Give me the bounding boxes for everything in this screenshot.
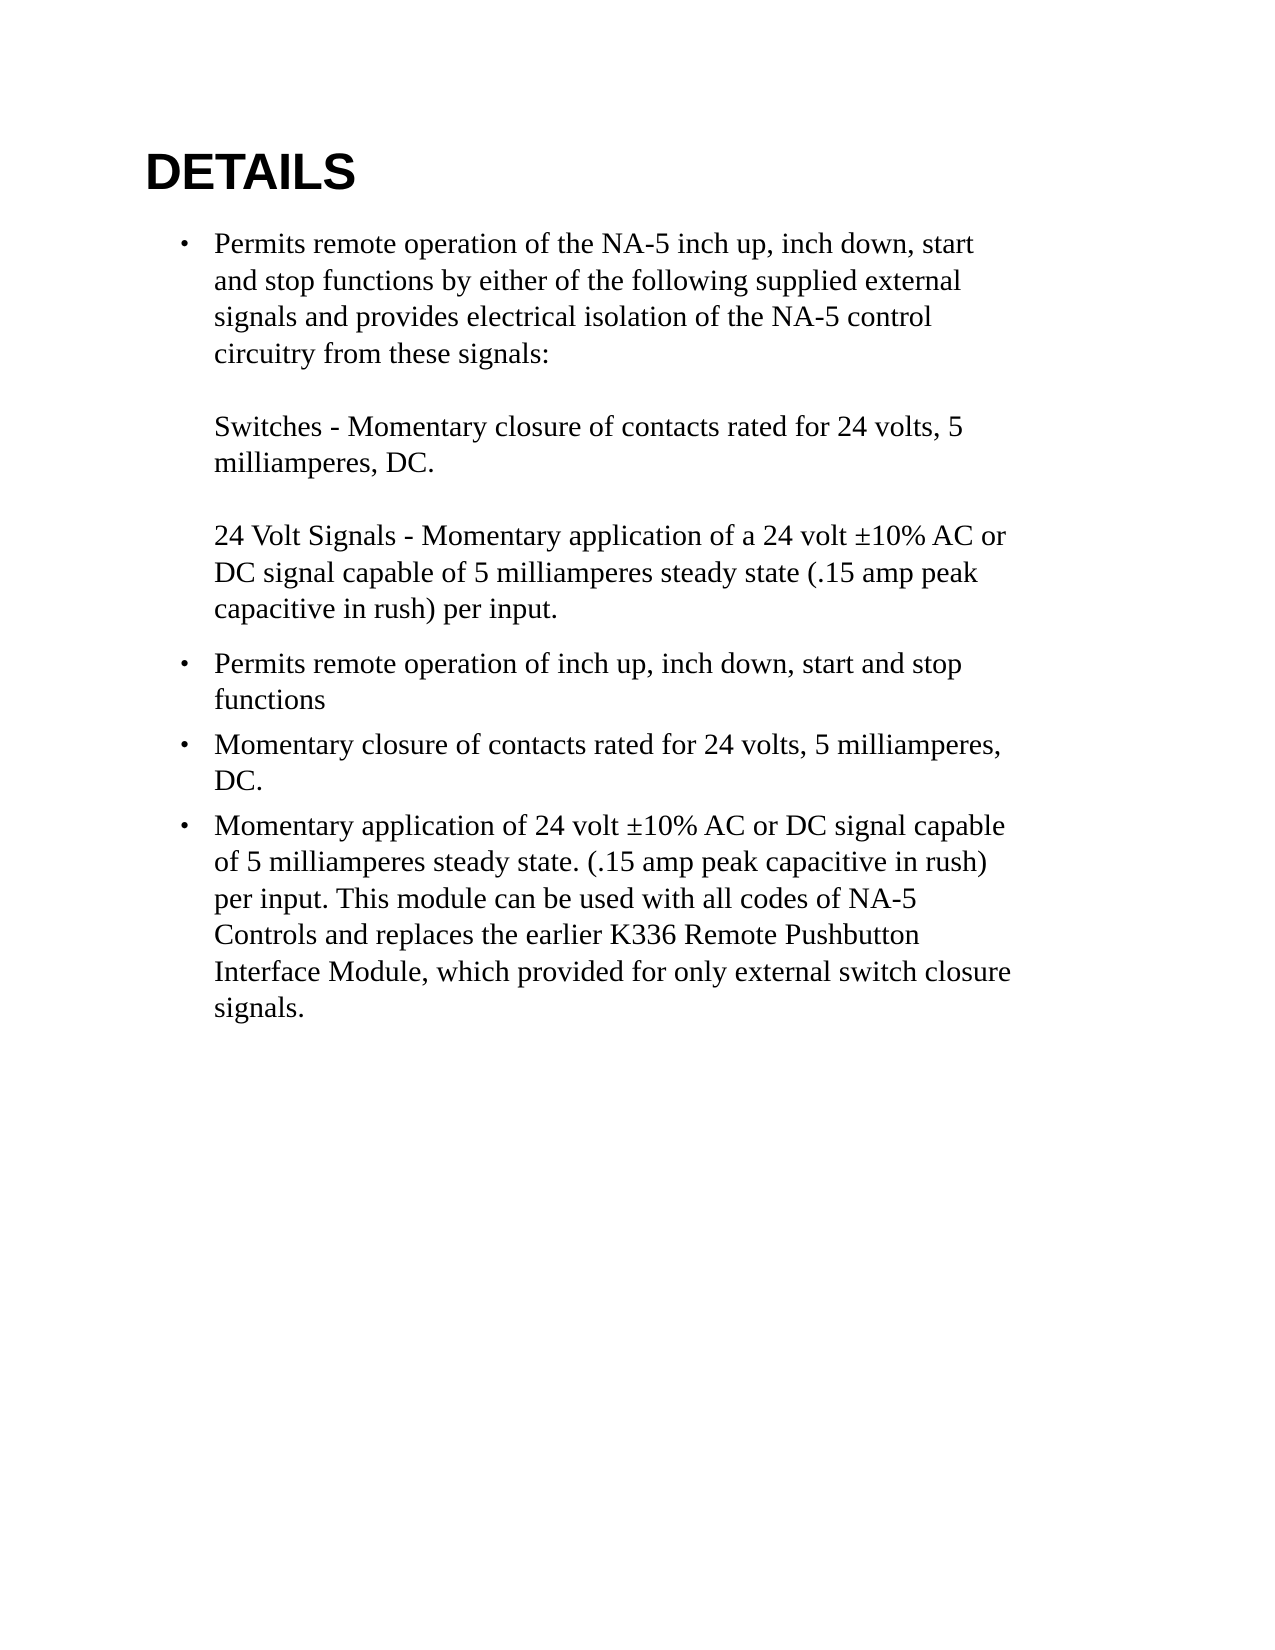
item-text-line: functions (214, 683, 326, 716)
bullet-icon: • (180, 810, 190, 840)
item-text-line: and stop functions by either of the following supplied external (214, 263, 962, 297)
list-item (0, 727, 1275, 800)
list-item (0, 226, 1275, 628)
item-text-line: Momentary closure of contacts rated for 24 volts, 5 milliamperes, (214, 727, 1002, 761)
item-text-line: Controls and replaces the earlier K336 Remote Pushbutton (214, 918, 920, 951)
item-text-line: circuitry from these signals: (214, 336, 550, 370)
item-text-line: DC signal capable of 5 milliamperes steady state (.15 amp peak (214, 555, 978, 589)
bullet-icon: • (180, 229, 190, 258)
switches-paragraph (214, 409, 1275, 482)
details-list (0, 226, 1275, 1035)
item-text-line: Interface Module, which provided for only external switch closure (214, 954, 1012, 988)
volt-signals-paragraph (214, 518, 1275, 628)
item-text-line: DC. (214, 764, 264, 797)
item-text-line: Permits remote operation of the NA-5 inch up, inch down, start (214, 227, 974, 260)
item-text-line: Momentary application of 24 volt ±10% AC or DC signal capable (214, 808, 1006, 842)
bullet-icon: • (180, 729, 190, 759)
list-item (0, 646, 1275, 719)
list-item (0, 808, 1275, 1027)
bullet-icon: • (180, 648, 190, 678)
item-text-line: Switches - Momentary closure of contacts rated for 24 volts, 5 (214, 409, 963, 443)
item-text-line: signals and provides electrical isolation of the NA-5 control (214, 300, 933, 333)
item-text-line: milliamperes, DC. (214, 446, 435, 479)
item-text-line: per input. This module can be used with all codes of NA-5 (214, 881, 917, 915)
item-text-line: of 5 milliamperes steady state. (.15 amp peak capacitive in rush) (214, 845, 988, 878)
page-title: DETAILS (145, 143, 356, 200)
item-text-line: Permits remote operation of inch up, inch down, start and stop (214, 646, 963, 680)
item-text-line: signals. (214, 991, 305, 1024)
item-text-line: capacitive in rush) per input. (214, 592, 559, 625)
item-text-line: 24 Volt Signals - Momentary application of a 24 volt ±10% AC or (214, 519, 1006, 552)
